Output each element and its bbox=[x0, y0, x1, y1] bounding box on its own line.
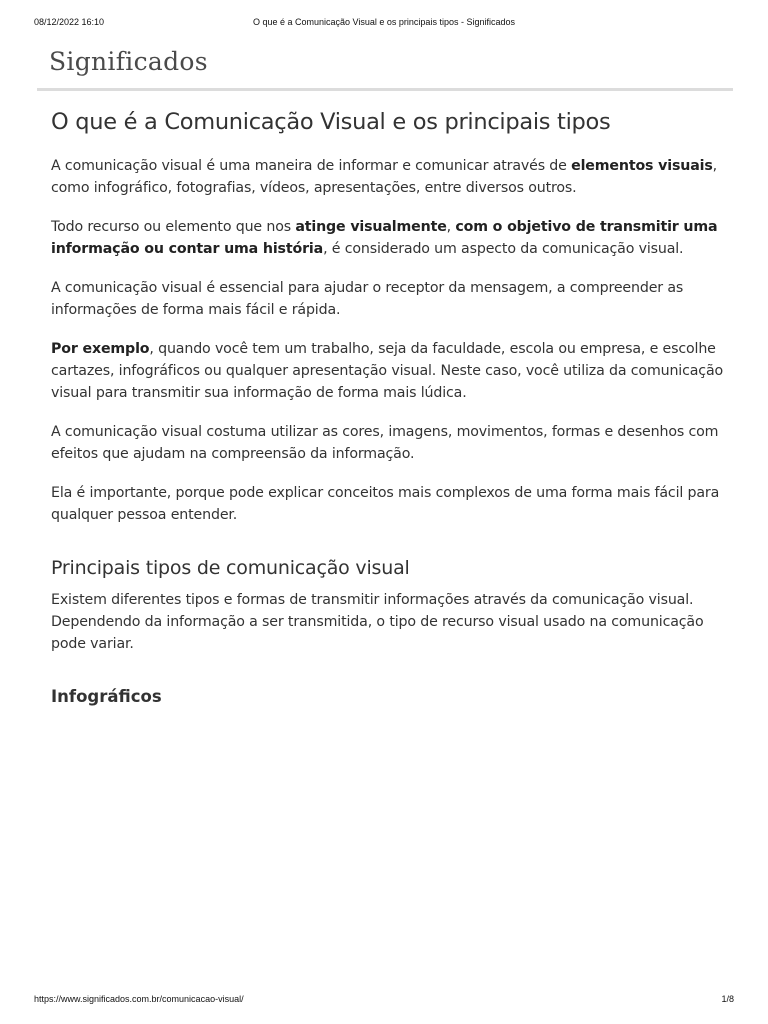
article-paragraph bbox=[51, 216, 723, 260]
paragraph-text: , quando você tem um trabalho, seja da faculdade, escola ou empresa, e escolhe cartazes, infográficos ou qualquer apresentação visual. Neste caso, você utiliza da comunicação visual para transmitir sua informação de forma mais lúdica. bbox=[51, 341, 724, 401]
article-title: O que é a Comunicação Visual e os principais tipos bbox=[51, 109, 611, 135]
paragraph-text: Ela é importante, porque pode explicar conceitos mais complexos de uma forma mais fácil para qualquer pessoa entender. bbox=[51, 485, 720, 523]
emphasis-text: elementos visuais bbox=[571, 158, 713, 174]
paragraph-text: Existem diferentes tipos e formas de transmitir informações através da comunicação visual. Dependendo da informação a ser transmitida, o tipo de recurso visual usado na comunicação pode variar. bbox=[51, 592, 704, 652]
article-paragraph bbox=[51, 421, 723, 465]
print-datetime: 08/12/2022 16:10 bbox=[34, 17, 105, 27]
article-paragraph bbox=[51, 482, 723, 526]
article-paragraph bbox=[51, 338, 723, 404]
article-content bbox=[51, 106, 723, 709]
paragraph-text: A comunicação visual é uma maneira de informar e comunicar através de bbox=[51, 158, 572, 174]
paragraph-text: , como infográfico, fotografias, vídeos, apresentações, entre diversos outros. bbox=[51, 158, 717, 196]
paragraph-text: A comunicação visual costuma utilizar as cores, imagens, movimentos, formas e desenhos com efeitos que ajudam na compreensão da informação. bbox=[51, 424, 719, 462]
print-footer bbox=[0, 994, 768, 1008]
section-heading: Principais tipos de comunicação visual bbox=[51, 557, 410, 579]
paragraph-text: , é considerado um aspecto da comunicação visual. bbox=[323, 241, 684, 257]
paragraph-text: A comunicação visual é essencial para ajudar o receptor da mensagem, a compreender as informações de forma mais fácil e rápida. bbox=[51, 280, 684, 318]
print-page-number: 1/8 bbox=[721, 994, 734, 1004]
site-logo[interactable]: Significados bbox=[49, 47, 208, 76]
print-page-title: O que é a Comunicação Visual e os principais tipos - Significados bbox=[253, 17, 515, 27]
print-url: https://www.significados.com.br/comunicacao-visual/ bbox=[34, 994, 244, 1004]
section-paragraph bbox=[51, 589, 723, 655]
paragraph-text: Todo recurso ou elemento que nos bbox=[51, 219, 296, 235]
article-paragraph bbox=[51, 277, 723, 321]
print-header bbox=[0, 17, 768, 31]
emphasis-text: atinge visualmente bbox=[295, 219, 447, 235]
emphasis-text: Por exemplo bbox=[51, 341, 150, 357]
article-paragraph bbox=[51, 155, 723, 199]
emphasis-text: com o objetivo de transmitir uma informação ou contar uma história bbox=[51, 219, 718, 257]
paragraph-text: , bbox=[446, 219, 456, 235]
subsection-heading: Infográficos bbox=[51, 687, 162, 706]
header-divider bbox=[37, 88, 733, 91]
